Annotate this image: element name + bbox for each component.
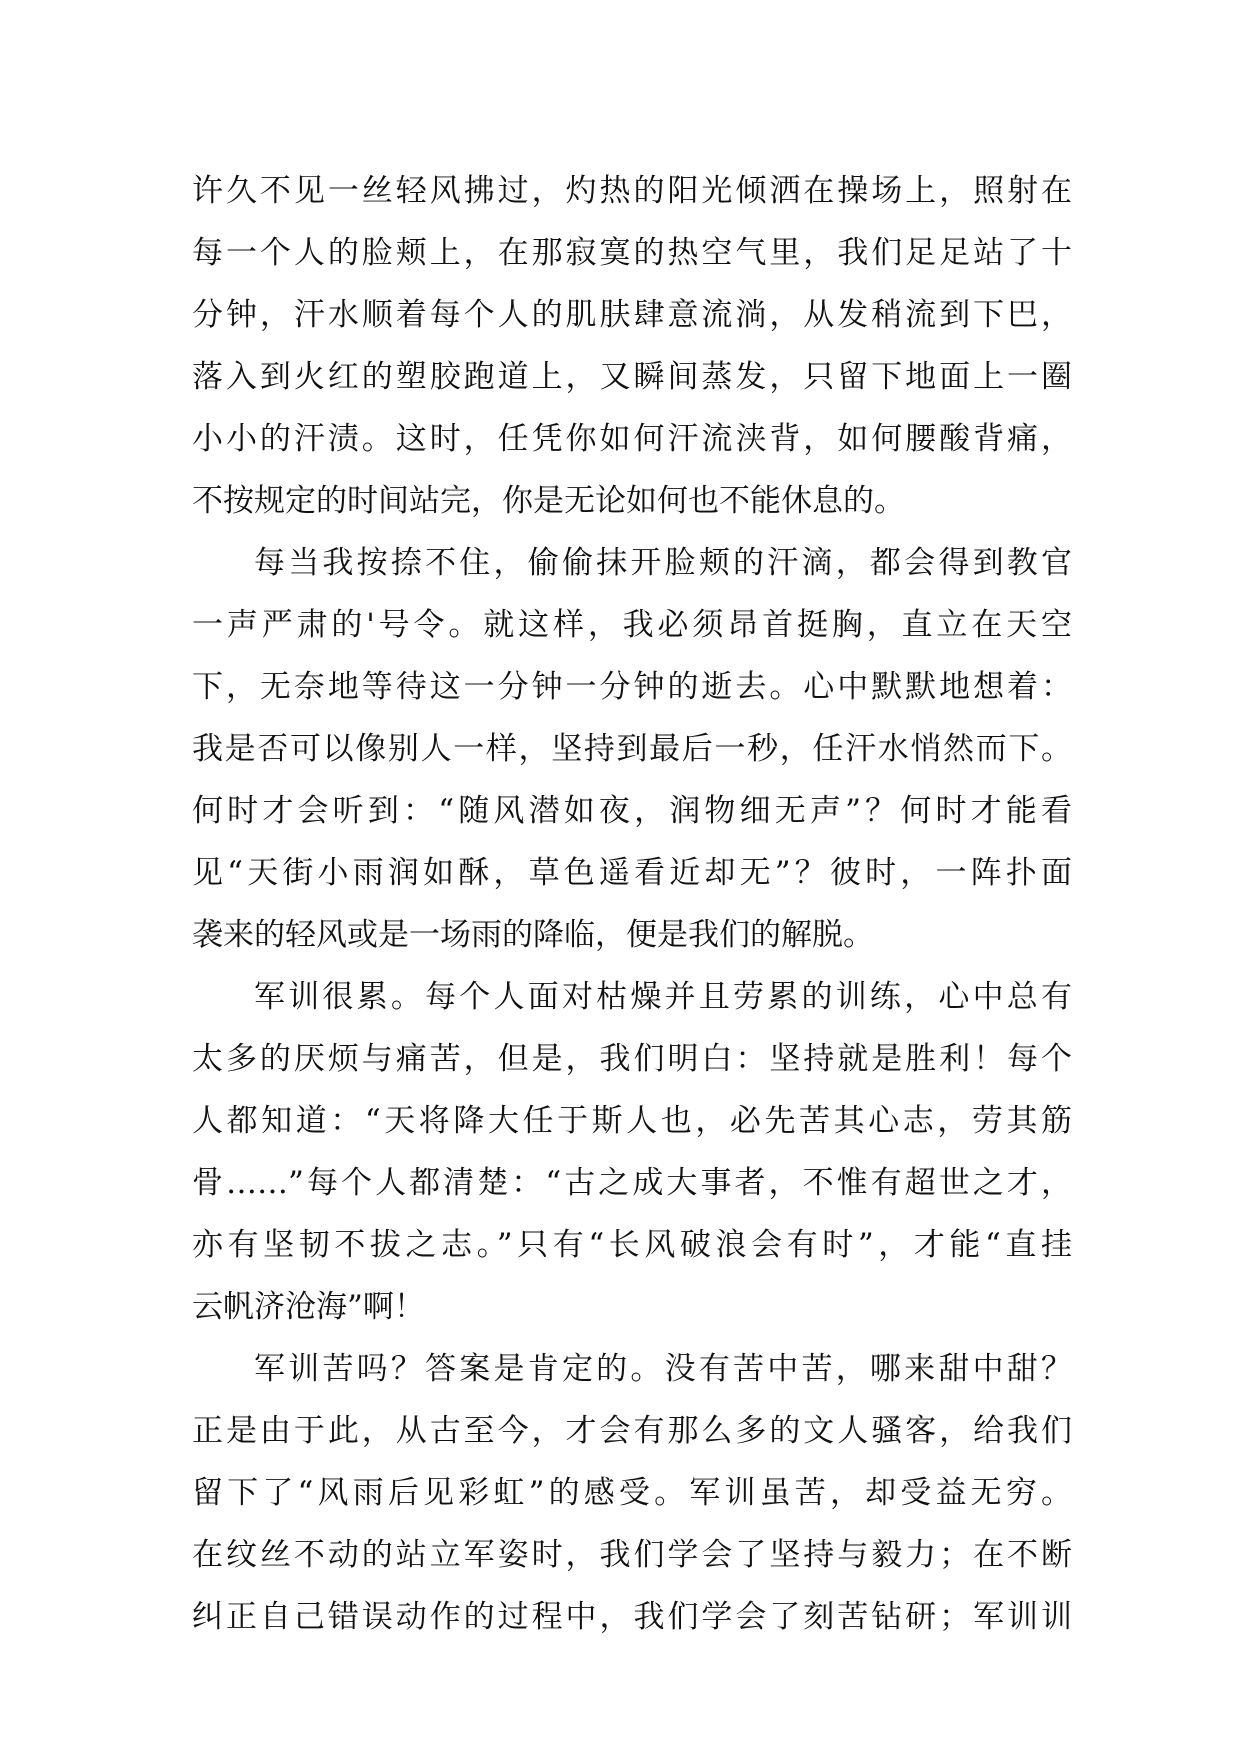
paragraph-3-line-2: 太多的厌烦与痛苦，但是，我们明白：坚持就是胜利！每个	[192, 1041, 1072, 1077]
paragraph-2-line-5: 何时才会听到：“随风潜如夜，润物细无声”？何时才能看	[192, 793, 1072, 829]
paragraph-3-line-6: 云帆济沧海”啊！	[192, 1289, 425, 1325]
paragraph-3-line-1: 军训很累。每个人面对枯燥并且劳累的训练，心中总有	[254, 979, 1072, 1015]
paragraph-2-line-3: 下，无奈地等待这一分钟一分钟的逝去。心中默默地想着：	[192, 669, 1072, 705]
paragraph-3-line-4: 骨……”每个人都清楚：“古之成大事者，不惟有超世之才，	[192, 1165, 1072, 1201]
paragraph-1-line-5: 小小的汗渍。这时，任凭你如何汗流浃背，如何腰酸背痛，	[192, 421, 1072, 457]
paragraph-1-line-2: 每一个人的脸颊上，在那寂寞的热空气里，我们足足站了十	[192, 235, 1072, 271]
paragraph-1-line-4: 落入到火红的塑胶跑道上，又瞬间蒸发，只留下地面上一圈	[192, 359, 1072, 395]
paragraph-4-line-2: 正是由于此，从古至今，才会有那么多的文人骚客，给我们	[192, 1413, 1072, 1449]
paragraph-1-line-3: 分钟，汗水顺着每个人的肌肤肆意流淌，从发稍流到下巴，	[192, 297, 1072, 333]
paragraph-4-line-1: 军训苦吗？答案是肯定的。没有苦中苦，哪来甜中甜？	[254, 1351, 1072, 1387]
paragraph-4-line-5: 纠正自己错误动作的过程中，我们学会了刻苦钻研；军训训	[192, 1599, 1072, 1635]
paragraph-4-line-4: 在纹丝不动的站立军姿时，我们学会了坚持与毅力；在不断	[192, 1537, 1072, 1573]
paragraph-2-line-2: 一声严肃的'号令。就这样，我必须昂首挺胸，直立在天空	[192, 607, 1072, 643]
body-text	[192, 160, 1072, 1648]
paragraph-2-line-7: 袭来的轻风或是一场雨的降临，便是我们的解脱。	[192, 917, 874, 953]
paragraph-1-line-6: 不按规定的时间站完，你是无论如何也不能休息的。	[192, 483, 905, 519]
paragraph-2-line-6: 见“天街小雨润如酥，草色遥看近却无”？彼时，一阵扑面	[192, 855, 1072, 891]
paragraph-1-line-1: 许久不见一丝轻风拂过，灼热的阳光倾洒在操场上，照射在	[192, 173, 1072, 209]
paragraph-2-line-1: 每当我按捺不住，偷偷抹开脸颊的汗滴，都会得到教官	[254, 545, 1072, 581]
paragraph-3-line-5: 亦有坚韧不拔之志。”只有“长风破浪会有时”，才能“直挂	[192, 1227, 1072, 1263]
paragraph-2-line-4: 我是否可以像别人一样，坚持到最后一秒，任汗水悄然而下。	[192, 731, 1072, 767]
paragraph-4-line-3: 留下了“风雨后见彩虹”的感受。军训虽苦，却受益无穷。	[192, 1475, 1072, 1511]
paragraph-3-line-3: 人都知道：“天将降大任于斯人也，必先苦其心志，劳其筋	[192, 1103, 1072, 1139]
